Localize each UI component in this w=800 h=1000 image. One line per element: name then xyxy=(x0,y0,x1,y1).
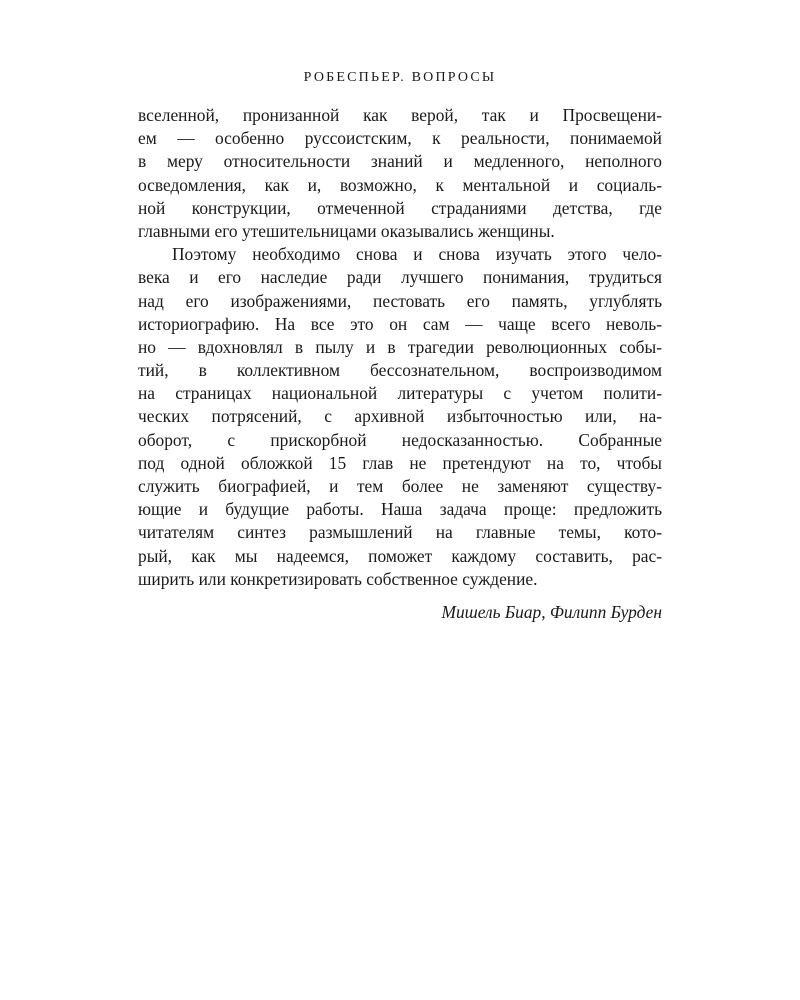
paragraph xyxy=(138,243,662,591)
text-line: под одной обложкой 15 глав не претендуют на то, чтобы xyxy=(138,452,662,473)
text-line: главными его утешительницами оказывались женщины. xyxy=(138,220,555,241)
text-line: в меру относительности знаний и медленного, неполного xyxy=(138,151,662,172)
text-line: ем — особенно руссоистским, к реальности, понимаемой xyxy=(138,128,662,149)
text-line: но — вдохновлял в пылу и в трагедии революционных собы- xyxy=(138,336,662,357)
paragraph xyxy=(138,104,662,243)
running-head: РОБЕСПЬЕР. ВОПРОСЫ xyxy=(303,70,497,85)
text-line: Поэтому необходимо снова и снова изучать этого чело- xyxy=(172,244,662,265)
text-line: рый, как мы надеемся, поможет каждому составить, рас- xyxy=(138,545,662,566)
text-line: тий, в коллективном бессознательном, воспроизводимом xyxy=(138,360,662,381)
body-text xyxy=(138,104,662,591)
text-line: вселенной, пронизанной как верой, так и Просвещени- xyxy=(138,105,662,125)
text-line: ной конструкции, отмеченной страданиями детства, где xyxy=(138,197,662,218)
text-line: над его изображениями, пестовать его память, углублять xyxy=(138,290,662,311)
text-line: ющие и будущие работы. Наша задача проще: предложить xyxy=(138,499,662,520)
authors-signature: Мишель Биар, Филипп Бурден xyxy=(441,602,662,622)
text-line: века и его наследие ради лучшего понимания, трудиться xyxy=(138,267,662,288)
text-line: историографию. На все это он сам — чаще всего неволь- xyxy=(138,313,662,334)
text-line: ческих потрясений, с архивной избыточностью или, на- xyxy=(138,406,662,427)
text-line: ширить или конкретизировать собственное суждение. xyxy=(138,568,538,589)
text-line: служить биографией, и тем более не заменяют существу- xyxy=(138,476,662,496)
text-line: оборот, с прискорбной недосказанностью. Собранные xyxy=(138,429,662,450)
text-line: читателям синтез размышлений на главные темы, кото- xyxy=(138,522,662,543)
text-line: на страницах национальной литературы с учетом полити- xyxy=(138,383,662,404)
text-line: осведомления, как и, возможно, к ментальной и социаль- xyxy=(138,174,662,195)
